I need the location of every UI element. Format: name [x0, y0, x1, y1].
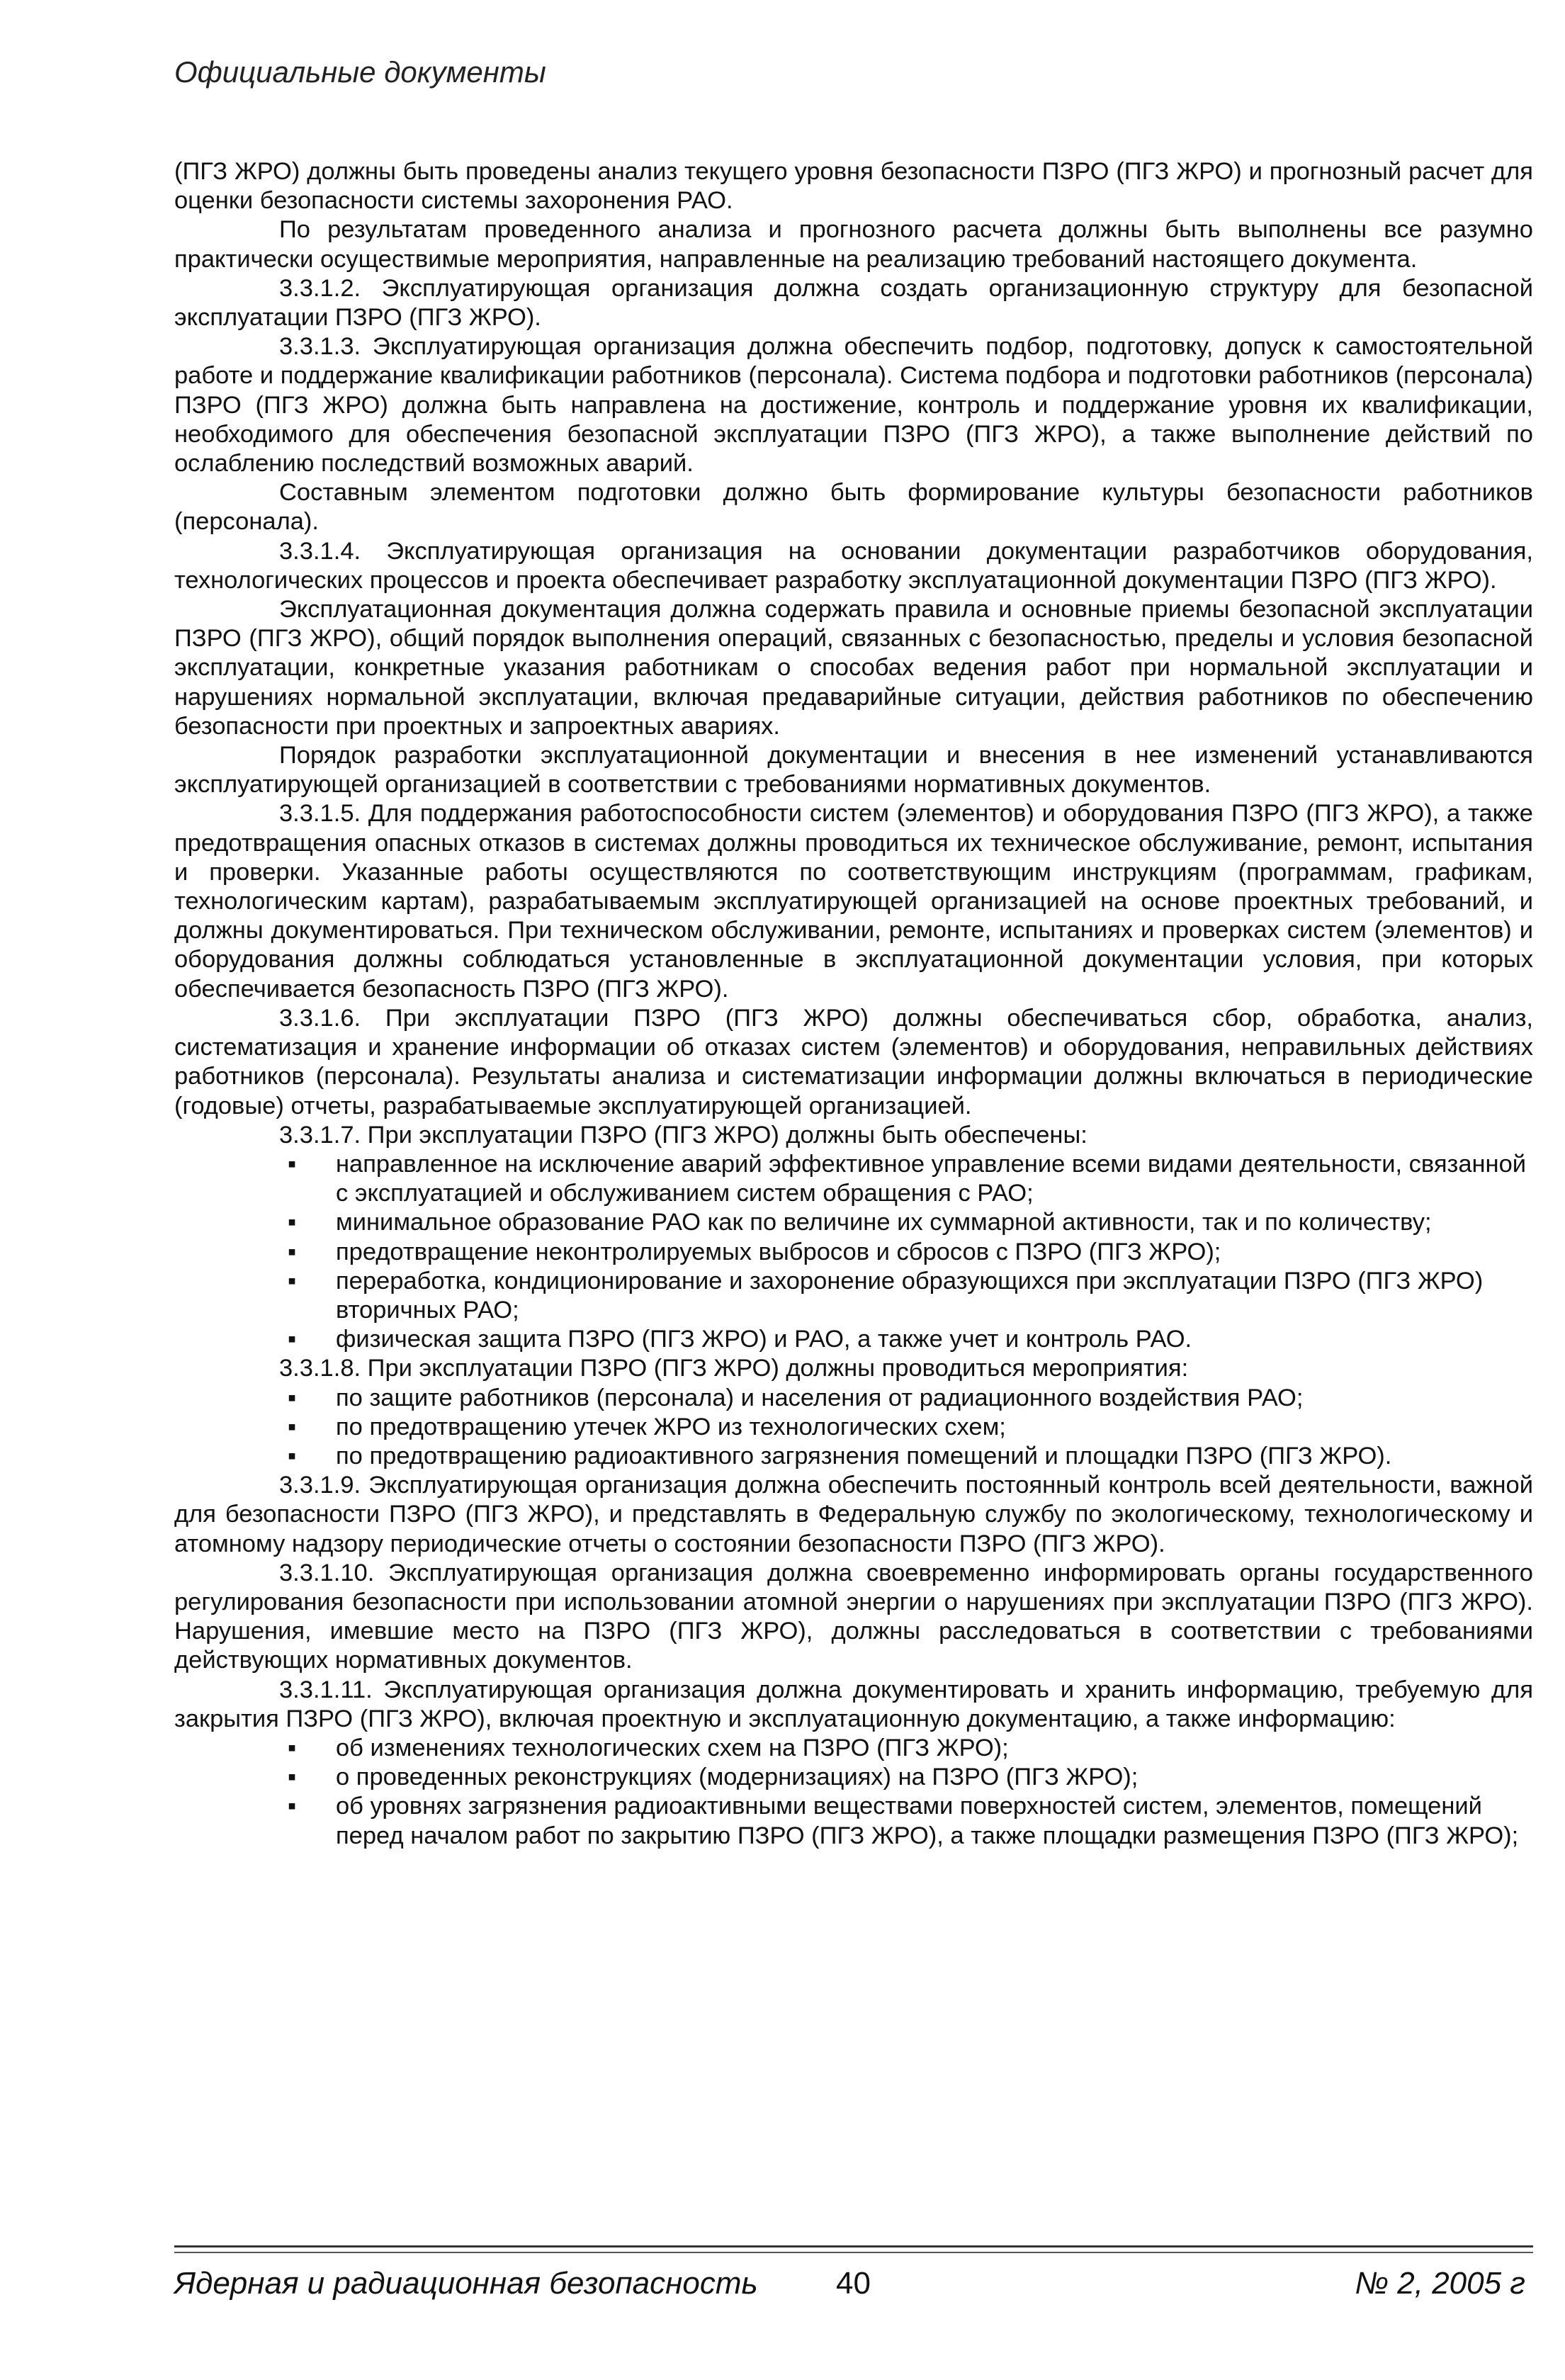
- bullet-icon: ▪: [287, 1150, 297, 1178]
- bullet-list-measures: [174, 1384, 1533, 1472]
- issue-number: № 2, 2005 г: [1355, 2266, 1525, 2301]
- paragraph: Составным элементом подготовки должно быть формирование культуры безопасности работников (персонала).: [174, 479, 1533, 536]
- list-item: ▪ о проведенных реконструкциях (модернизациях) на ПЗРО (ПГЗ ЖРО);: [174, 1763, 1533, 1792]
- footer-divider: [174, 2245, 1533, 2248]
- bullet-icon: ▪: [287, 1793, 297, 1820]
- paragraph: 3.3.1.11. Эксплуатирующая организация должна документировать и хранить информацию, требуемую для закрытия ПЗРО (ПГЗ ЖРО), включая проектную и эксплуатационную документацию, а также информацию:: [174, 1676, 1533, 1732]
- paragraph: 3.3.1.3. Эксплуатирующая организация должна обеспечить подбор, подготовку, допуск к самостоятельной работе и поддержание квалификации работников (персонала). Система подбора и подготовки работников (персонала) ПЗРО (ПГЗ ЖРО) должна быть направлена на достижение, контроль и поддержание уровня их квалификации, необходимого для обеспечения безопасной эксплуатации ПЗРО (ПГЗ ЖРО), а также выполнение действий по ослаблению последствий возможных аварий.: [174, 333, 1533, 478]
- paragraph: 3.3.1.8. При эксплуатации ПЗРО (ПГЗ ЖРО) должны проводиться мероприятия:: [279, 1355, 1189, 1382]
- paragraph: (ПГЗ ЖРО) должны быть проведены анализ текущего уровня безопасности ПЗРО (ПГЗ ЖРО) и прогнозный расчет для оценки безопасности системы захоронения РАО.: [174, 158, 1533, 215]
- list-item: ▪ по защите работников (персонала) и населения от радиационного воздействия РАО;: [174, 1384, 1533, 1413]
- paragraph: 3.3.1.9. Эксплуатирующая организация должна обеспечить постоянный контроль всей деятельности, важной для безопасности ПЗРО (ПГЗ ЖРО), и представлять в Федеральную службу по экологическому, технологическому и атомному надзору периодические отчеты о состоянии безопасности ПЗРО (ПГЗ ЖРО).: [174, 1472, 1533, 1557]
- paragraph: 3.3.1.6. При эксплуатации ПЗРО (ПГЗ ЖРО) должны обеспечиваться сбор, обработка, анализ, систематизация и хранение информации об отказах систем (элементов) и оборудования, неправильных действиях работников (персонала). Результаты анализа и систематизации информации должны включаться в периодические (годовые) отчеты, разрабатываемые эксплуатирующей организацией.: [174, 1004, 1533, 1119]
- section-header: Официальные документы: [174, 55, 546, 89]
- paragraph: По результатам проведенного анализа и прогнозного расчета должны быть выполнены все разумно практически осуществимые мероприятия, направленные на реализацию требований настоящего документа.: [174, 216, 1533, 273]
- list-item: ▪ по предотвращению утечек ЖРО из технологических схем;: [174, 1413, 1533, 1442]
- document-body: [174, 157, 1533, 1851]
- paragraph: Порядок разработки эксплуатационной документации и внесения в нее изменений устанавливаются эксплуатирующей организацией в соответствии с требованиями нормативных документов.: [174, 742, 1533, 799]
- list-item: ▪ об изменениях технологических схем на ПЗРО (ПГЗ ЖРО);: [174, 1734, 1533, 1763]
- list-item: ▪ физическая защита ПЗРО (ПГЗ ЖРО) и РАО, а также учет и контроль РАО.: [174, 1325, 1533, 1354]
- list-item: ▪ переработка, кондиционирование и захоронение образующихся при эксплуатации ПЗРО (ПГЗ ЖРО) вторичных РАО;: [174, 1267, 1533, 1325]
- bullet-icon: ▪: [287, 1764, 297, 1791]
- bullet-icon: ▪: [287, 1734, 297, 1761]
- bullet-icon: ▪: [287, 1209, 297, 1236]
- paragraph: 3.3.1.5. Для поддержания работоспособности систем (элементов) и оборудования ПЗРО (ПГЗ ЖРО), а также предотвращения опасных отказов в системах должны проводиться их техническое обслуживание, ремонт, испытания и проверки. Указанные работы осуществляются по соответствующим инструкциям (программам, графикам, технологическим картам), разрабатываемым эксплуатирующей организацией на основе проектных требований, и должны документироваться. При техническом обслуживании, ремонте, испытаниях и проверках систем (элементов) и оборудования должны соблюдаться установленные в эксплуатационной документации условия, при которых обеспечивается безопасность ПЗРО (ПГЗ ЖРО).: [174, 800, 1533, 1003]
- list-item: ▪ об уровнях загрязнения радиоактивными веществами поверхностей систем, элементов, помещений перед началом работ по закрытию ПЗРО (ПГЗ ЖРО), а также площадки размещения ПЗРО (ПГЗ ЖРО);: [174, 1792, 1533, 1850]
- bullet-icon: ▪: [287, 1384, 297, 1411]
- bullet-icon: ▪: [287, 1267, 297, 1295]
- paragraph: 3.3.1.4. Эксплуатирующая организация на основании документации разработчиков оборудования, технологических процессов и проекта обеспечивает разработку эксплуатационной документации ПЗРО (ПГЗ ЖРО).: [174, 537, 1533, 594]
- list-item: ▪ предотвращение неконтролируемых выбросов и сбросов с ПЗРО (ПГЗ ЖРО);: [174, 1238, 1533, 1267]
- bullet-icon: ▪: [287, 1326, 297, 1353]
- page-number: 40: [836, 2266, 871, 2301]
- bullet-icon: ▪: [287, 1442, 297, 1470]
- paragraph: 3.3.1.10. Эксплуатирующая организация должна своевременно информировать органы государственного регулирования безопасности при использовании атомной энергии о нарушениях при эксплуатации ПЗРО (ПГЗ ЖРО). Нарушения, имевшие место на ПЗРО (ПГЗ ЖРО), должны расследоваться в соответствии с требованиями действующих нормативных документов.: [174, 1559, 1533, 1674]
- paragraph: 3.3.1.7. При эксплуатации ПЗРО (ПГЗ ЖРО) должны быть обеспечены:: [279, 1121, 1087, 1149]
- footer-divider: [174, 2252, 1533, 2253]
- list-item: ▪ минимальное образование РАО как по величине их суммарной активности, так и по количеству;: [174, 1208, 1533, 1237]
- bullet-list-information: [174, 1734, 1533, 1851]
- paragraph: Эксплуатационная документация должна содержать правила и основные приемы безопасной эксплуатации ПЗРО (ПГЗ ЖРО), общий порядок выполнения операций, связанных с безопасностью, пределы и условия безопасной эксплуатации, конкретные указания работникам о способах ведения работ при нормальной эксплуатации и нарушениях нормальной эксплуатации, включая предаварийные ситуации, действия работников по обеспечению безопасности при проектных и запроектных авариях.: [174, 596, 1533, 740]
- list-item: ▪ по предотвращению радиоактивного загрязнения помещений и площадки ПЗРО (ПГЗ ЖРО).: [174, 1442, 1533, 1471]
- bullet-icon: ▪: [287, 1413, 297, 1440]
- bullet-icon: ▪: [287, 1238, 297, 1265]
- list-item: ▪ направленное на исключение аварий эффективное управление всеми видами деятельности, связанной с эксплуатацией и обслуживанием систем обращения с РАО;: [174, 1150, 1533, 1208]
- bullet-list-ensured: [174, 1150, 1533, 1354]
- paragraph: 3.3.1.2. Эксплуатирующая организация должна создать организационную структуру для безопасной эксплуатации ПЗРО (ПГЗ ЖРО).: [174, 274, 1533, 332]
- journal-title: Ядерная и радиационная безопасность: [174, 2266, 758, 2301]
